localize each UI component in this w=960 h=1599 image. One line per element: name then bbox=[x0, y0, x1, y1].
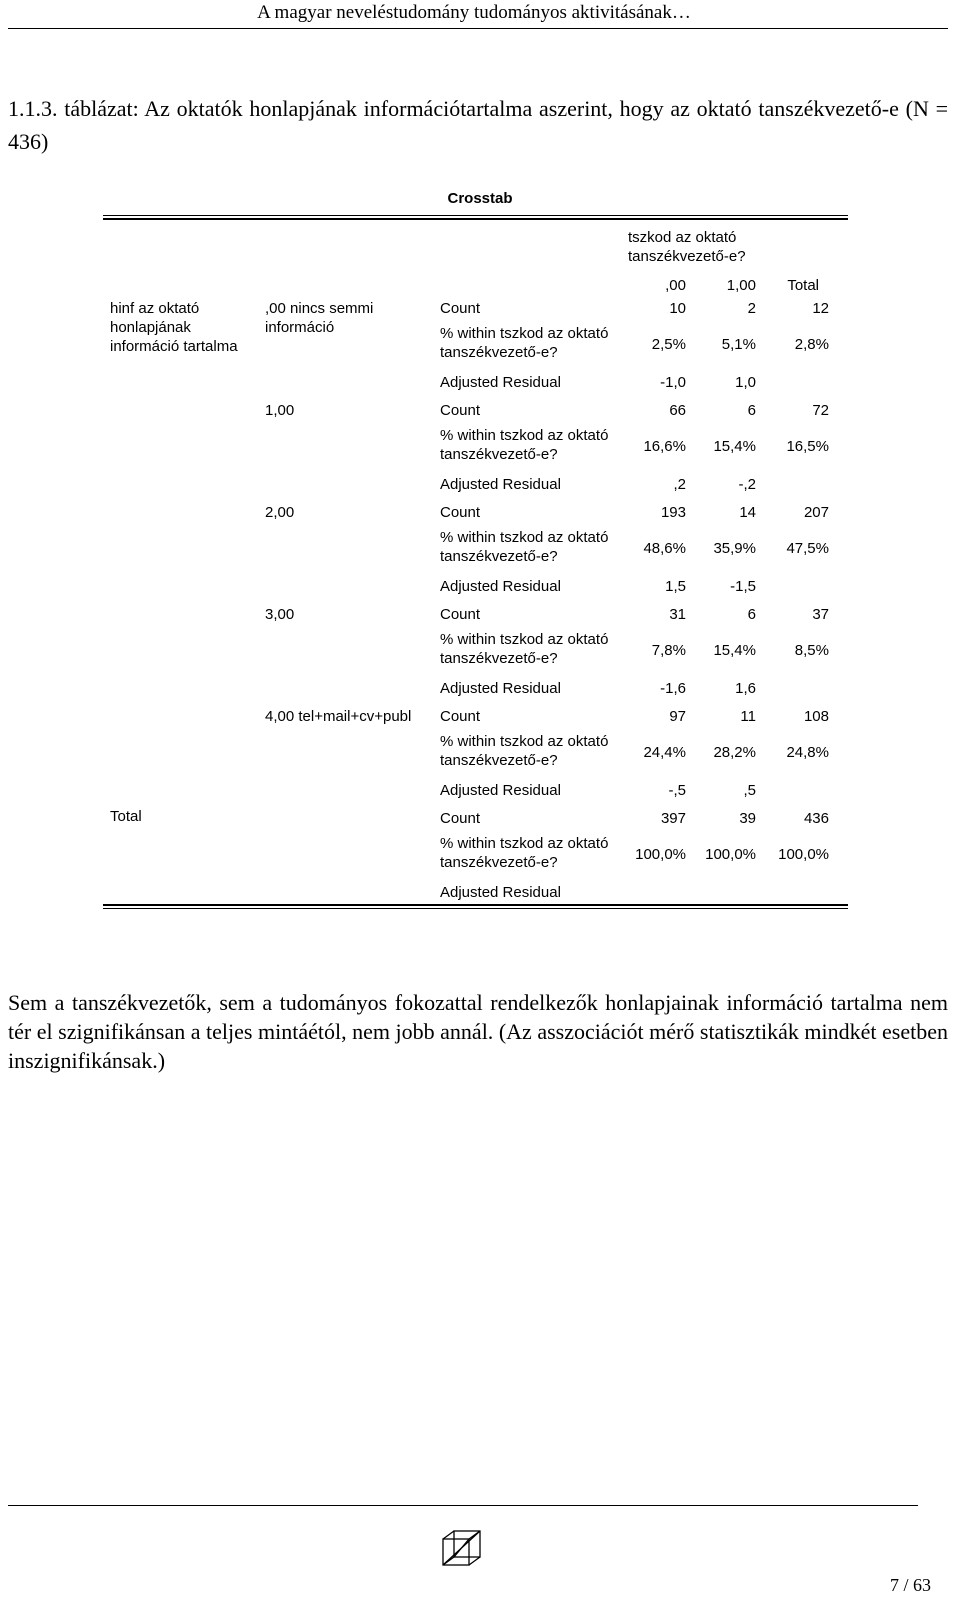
table-bottom-rule-1 bbox=[103, 904, 848, 906]
table-bottom-rule-2 bbox=[103, 908, 848, 909]
body-paragraph: Sem a tanszékvezetők, sem a tudományos fokozattal rendelkezők honlapjainak információ tartalma nem tér el szignifikánsan a teljes mintáétól, nem jobb annál. (Az asszociációt mérő statisztikák mindkét esetben inszignifikánsak.) bbox=[8, 990, 948, 1073]
total-row-label: Total bbox=[110, 808, 142, 825]
running-header: A magyar neveléstudomány tudományos aktivitásának… bbox=[257, 2, 691, 23]
stat-label-count: Count bbox=[440, 606, 481, 623]
cube-logo-icon bbox=[440, 1527, 484, 1571]
count-cell: 11 bbox=[740, 708, 756, 725]
row-category-label: 3,00 bbox=[265, 606, 295, 623]
crosstab-title: Crosstab bbox=[447, 190, 513, 207]
percent-cell: 5,1% bbox=[721, 336, 756, 353]
count-cell: 6 bbox=[747, 402, 756, 419]
table-top-rule-2 bbox=[103, 218, 848, 220]
row-category-label: 4,00 tel+mail+cv+publ bbox=[265, 708, 412, 725]
percent-cell: 100,0% bbox=[705, 846, 756, 863]
row-category-label: 1,00 bbox=[265, 402, 295, 419]
percent-cell: 100,0% bbox=[635, 846, 686, 863]
residual-cell: -,2 bbox=[738, 476, 756, 493]
residual-cell: -,5 bbox=[668, 782, 686, 799]
stat-label-within: % within tszkod az oktató tanszékvezető-e? bbox=[440, 427, 609, 463]
header-divider bbox=[8, 28, 948, 29]
percent-cell: 7,8% bbox=[651, 642, 686, 659]
count-cell: 108 bbox=[803, 708, 829, 725]
column-variable-label-line1: tszkod az oktató bbox=[628, 229, 737, 246]
residual-cell: 1,0 bbox=[735, 374, 756, 391]
percent-cell: 16,6% bbox=[643, 438, 686, 455]
residual-cell: 1,5 bbox=[665, 578, 686, 595]
count-cell: 39 bbox=[739, 810, 756, 827]
percent-cell: 24,4% bbox=[643, 744, 686, 761]
table-top-rule-1 bbox=[103, 215, 848, 216]
percent-cell: 48,6% bbox=[643, 540, 686, 557]
column-variable-label-line2: tanszékvezető-e? bbox=[628, 248, 746, 265]
residual-cell: ,5 bbox=[743, 782, 756, 799]
column-header-1: 1,00 bbox=[726, 277, 756, 294]
column-header-0: ,00 bbox=[665, 277, 686, 294]
residual-cell: -1,6 bbox=[660, 680, 686, 697]
count-cell: 31 bbox=[669, 606, 686, 623]
stat-label-count: Count bbox=[440, 504, 481, 521]
percent-cell: 8,5% bbox=[794, 642, 829, 659]
percent-cell: 35,9% bbox=[713, 540, 756, 557]
page-number: 7 / 63 bbox=[890, 1575, 932, 1595]
percent-cell: 2,8% bbox=[794, 336, 829, 353]
stat-label-count: Count bbox=[440, 810, 481, 827]
footer-divider bbox=[8, 1505, 918, 1506]
count-cell: 397 bbox=[660, 810, 686, 827]
row-category-label: 2,00 bbox=[265, 504, 295, 521]
stat-label-within: % within tszkod az oktató tanszékvezető-e? bbox=[440, 835, 609, 871]
percent-cell: 100,0% bbox=[778, 846, 829, 863]
count-cell: 207 bbox=[803, 504, 829, 521]
stat-label-within: % within tszkod az oktató tanszékvezető-e? bbox=[440, 529, 609, 565]
stat-label-resid: Adjusted Residual bbox=[440, 782, 561, 799]
stat-label-count: Count bbox=[440, 402, 481, 419]
percent-cell: 24,8% bbox=[786, 744, 829, 761]
stat-label-resid: Adjusted Residual bbox=[440, 476, 561, 493]
percent-cell: 2,5% bbox=[651, 336, 686, 353]
stat-label-resid: Adjusted Residual bbox=[440, 884, 561, 901]
count-cell: 10 bbox=[669, 300, 686, 317]
residual-cell: -1,0 bbox=[660, 374, 686, 391]
count-cell: 72 bbox=[812, 402, 829, 419]
percent-cell: 15,4% bbox=[713, 642, 756, 659]
percent-cell: 28,2% bbox=[713, 744, 756, 761]
stat-label-count: Count bbox=[440, 300, 481, 317]
residual-cell: 1,6 bbox=[735, 680, 756, 697]
row-variable-label: hinf az oktató honlapjának információ tartalma bbox=[110, 300, 238, 355]
stat-label-within: % within tszkod az oktató tanszékvezető-e? bbox=[440, 733, 609, 769]
percent-cell: 16,5% bbox=[786, 438, 829, 455]
count-cell: 37 bbox=[812, 606, 829, 623]
count-cell: 14 bbox=[739, 504, 756, 521]
stat-label-resid: Adjusted Residual bbox=[440, 374, 561, 391]
count-cell: 2 bbox=[747, 300, 756, 317]
residual-cell: ,2 bbox=[673, 476, 686, 493]
count-cell: 12 bbox=[812, 300, 829, 317]
stat-label-resid: Adjusted Residual bbox=[440, 578, 561, 595]
stat-label-within: % within tszkod az oktató tanszékvezető-e? bbox=[440, 631, 609, 667]
count-cell: 6 bbox=[747, 606, 756, 623]
stat-label-resid: Adjusted Residual bbox=[440, 680, 561, 697]
stat-label-count: Count bbox=[440, 708, 481, 725]
table-caption: 1.1.3. táblázat: Az oktatók honlapjának információtartalma aszerint, hogy az oktató tanszékvezető-e (N = 436) bbox=[8, 96, 948, 154]
percent-cell: 15,4% bbox=[713, 438, 756, 455]
percent-cell: 47,5% bbox=[786, 540, 829, 557]
stat-label-within: % within tszkod az oktató tanszékvezető-e? bbox=[440, 325, 609, 361]
count-cell: 66 bbox=[669, 402, 686, 419]
column-header-total: Total bbox=[787, 277, 819, 294]
row-category-label: ,00 nincs semmi információ bbox=[265, 300, 374, 336]
count-cell: 436 bbox=[803, 810, 829, 827]
residual-cell: -1,5 bbox=[730, 578, 756, 595]
count-cell: 97 bbox=[669, 708, 686, 725]
count-cell: 193 bbox=[660, 504, 686, 521]
